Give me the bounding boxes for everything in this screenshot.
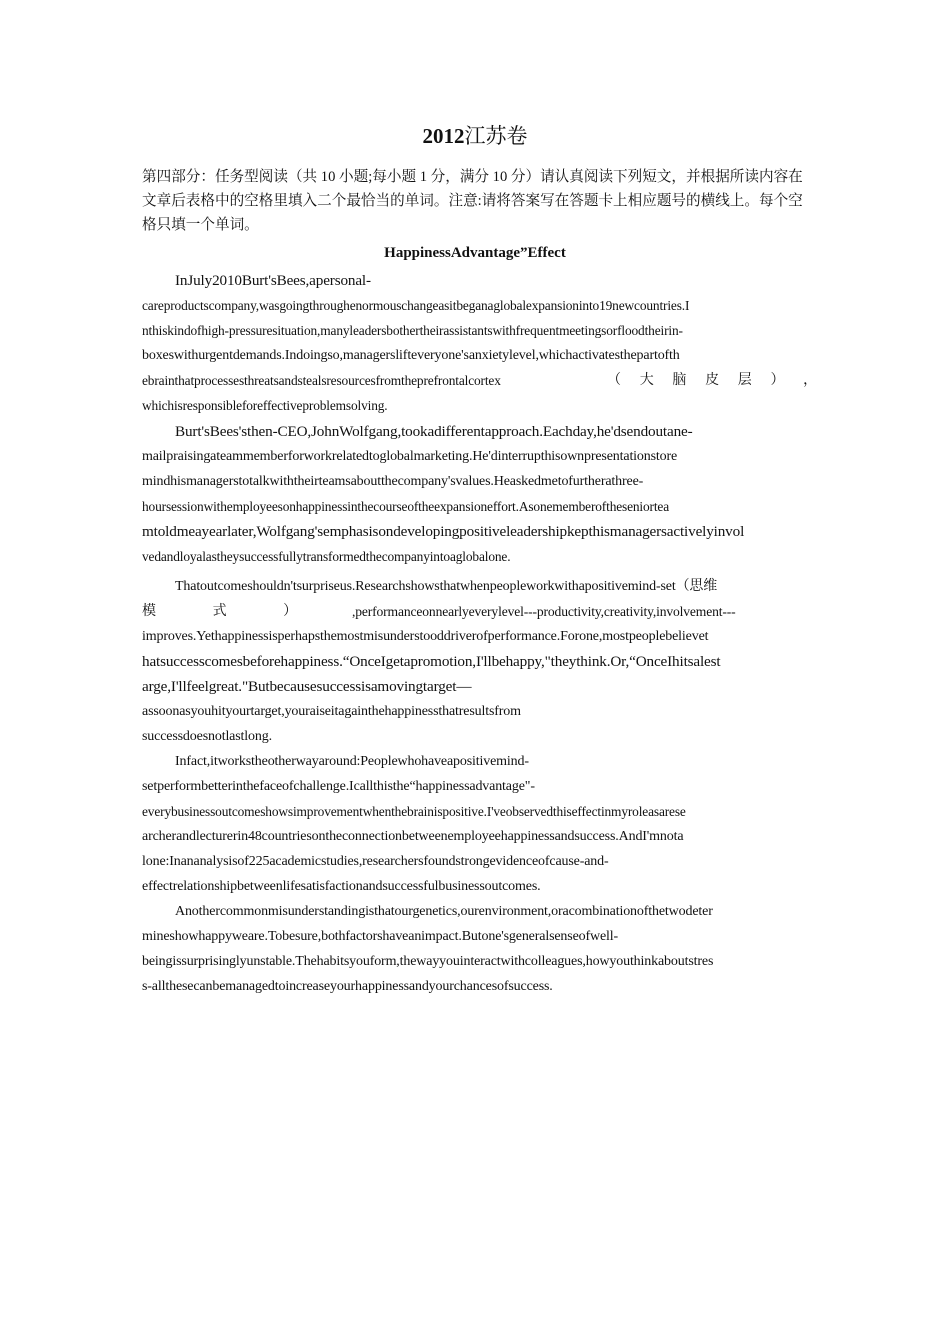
p1-line-1: InJuly2010Burt'sBees,apersonal-	[175, 272, 371, 289]
page-title	[0, 122, 950, 150]
p3-line-7: successdoesnotlastlong.	[142, 729, 272, 744]
p2-line-4: hoursessionwithemployeesonhappinessinthecourseoftheexpansioneffort.Asonememberoftheseniortea	[142, 499, 670, 514]
instructions: 第四部分：任务型阅读（共 10 小题;每小题 1 分，满分 10 分）请认真阅读下列短文，并根据所读内容在文章后表格中的空格里填入二个最恰当的单词。注意:请将答案写在答题卡上相应题号的横线上。每个空格只填一个单词。	[142, 169, 803, 233]
p2-line-1: Burt'sBees'sthen-CEO,JohnWolfgang,tookadifferentapproach.Eachday,he'dsendoutane-	[175, 423, 693, 440]
cjk-char: ，	[803, 373, 817, 388]
p2-line-3: mindhismanagerstotalkwiththeirteamsaboutthecompany'svalues.Heaskedmetofurtherathree-	[142, 474, 644, 489]
p1-line-5	[142, 370, 817, 393]
article-title: HappinessAdvantage”Effect	[384, 245, 566, 261]
p5-line-4: s-allthesecanbemanagedtoincreaseyourhappinessandyourchancesofsuccess.	[142, 979, 553, 994]
p4-line-6: effectrelationshipbetweenlifesatisfactionandsuccessfulbusinessoutcomes.	[142, 879, 541, 894]
p3-line-1: Thatoutcomeshouldn'tsurpriseus.Researchshowsthatwhenpeopleworkwithapositivemind-set（思维	[175, 579, 718, 594]
p5-line-2: mineshowhappyweare.Tobesure,bothfactorshaveanimpact.Butone'sgeneralsenseofwell-	[142, 929, 619, 944]
cjk-char: 式	[212, 604, 227, 619]
p3-line-3: improves.Yethappinessisperhapsthemostmisunderstooddriverofperformance.Forone,mostpeoplebelievet	[142, 629, 709, 644]
p4-line-3: everybusinessoutcomeshowsimprovementwhenthebrainispositive.I'veobservedthiseffectinmyroleasarese	[142, 804, 686, 819]
cjk-char: 模	[142, 604, 156, 619]
p1-line-4: boxeswithurgentdemands.Indoingso,managersliftеveryone'sanxietylevel,whichactivatesthepartofth	[142, 348, 680, 363]
cjk-char: ）	[770, 373, 785, 388]
p1-line-5-text: ebrainthatprocessesthreatsandstealsresourcesfromtheprefrontalcortex	[142, 373, 501, 388]
p3-line-2-text: ,performanceonnearlyeverylevel---productivity,creativity,involvement---	[352, 604, 736, 619]
cjk-char: 脑	[672, 373, 687, 388]
p2-line-6: vedandloyalastheysuccessfullytransformedthecompanyintoaglobalone.	[142, 549, 511, 564]
p2-line-5: mtoldmeayearlater,Wolfgang'semphasisondevelopingpositiveleadershipkepthismanagersactivelyinvol	[142, 523, 745, 540]
p1-line-5-cjk	[607, 370, 817, 392]
p1-line-2: careproductscompany,wasgoingthroughenormouschangeasitbeganaglobalexpansioninto19newcountries.I	[142, 298, 690, 313]
title-text: 江苏卷	[464, 124, 528, 148]
cjk-char: 大	[639, 373, 654, 388]
p2-line-2: mailpraisingateammemberforworkrelatedtoglobalmarketing.He'dinterrupthisownpresentationstore	[142, 449, 678, 464]
cjk-char: 层	[737, 373, 752, 388]
p4-line-2: setperformbetterinthefaceofchallenge.Icallthisthe“happinessadvantage"-	[142, 779, 535, 794]
p1-line-3: nthiskindofhigh-pressuresituation,manyleadersbothertheirassistantswithfrequentmeetingsorfloodtheirin-	[142, 323, 683, 338]
p5-line-3: beingissurprisinglyunstable.Thehabitsyouform,thewayyouinteractwithcolleagues,howyouthinkaboutstres	[142, 954, 714, 969]
p3-line-4: hatsuccesscomesbeforehappiness.“OnceIgetapromotion,I'llbehappy,"theythink.Or,“OnceIhitsalest	[142, 653, 721, 670]
p4-line-1: Infact,itworkstheotherwayaround:Peoplewhohaveapositivemind-	[175, 754, 529, 769]
cjk-char: ）	[283, 604, 297, 619]
p4-line-5: lone:Inananalysisof225academicstudies,researchersfoundstrongevidenceofcause-and-	[142, 854, 609, 869]
cjk-char: （	[607, 373, 621, 388]
cjk-char: 皮	[705, 373, 719, 388]
title-year: 2012	[422, 124, 465, 148]
p5-line-1: Anothercommonmisunderstandingisthatourgenetics,ourenvironment,oracombinationofthetwodeter	[175, 904, 713, 919]
p1-line-6: whichisresponsibleforeffectiveproblemsolving.	[142, 398, 388, 413]
p3-line-2-cjk	[142, 601, 297, 623]
p3-line-5: arge,I'llfeelgreat."Butbecausesuccessisamovingtarget—	[142, 678, 472, 695]
p4-line-4: archerandlecturerin48countriesontheconnectionbetweenemployeehappinessandsuccess.AndI'mnota	[142, 829, 684, 844]
p3-line-6: assoonasyouhityourtarget,youraiseitagainthehappinessthatresultsfrom	[142, 704, 521, 719]
